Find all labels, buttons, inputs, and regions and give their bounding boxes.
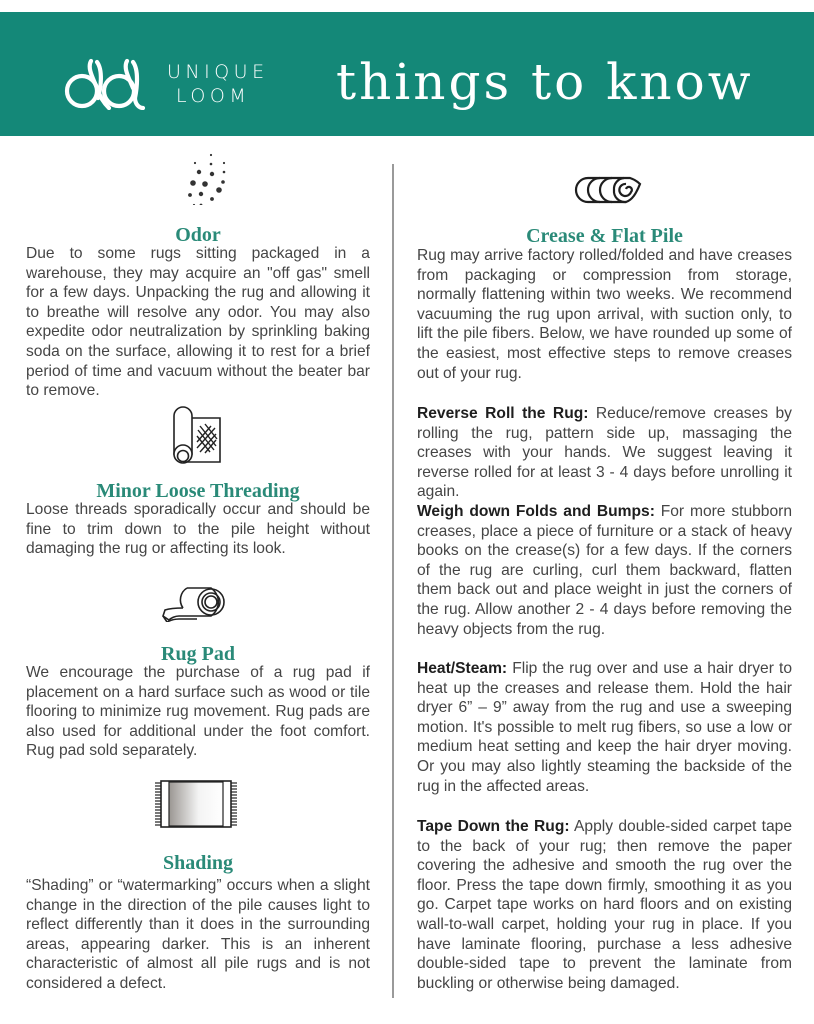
tip-text: For more stubborn creases, place a piece of furniture or a stack of heavy books on the crease(s) for a few days. If the corners of the rug are curling, curl them backward, flatten them back out and place weight in just the corners of the rug. Allow another 2 - 4 days before removing the heavy objects from the rug. bbox=[417, 503, 792, 638]
tip-heat-steam bbox=[417, 659, 792, 796]
tip-lead: Tape Down the Rug: bbox=[417, 818, 570, 835]
section-body: We encourage the purchase of a rug pad if placement on a hard surface such as wood or tile flooring to minimize rug movement. Rug pads are also used for additional under the foot comfort. Rug pad sold separately. bbox=[26, 664, 370, 760]
tip-lead: Weigh down Folds and Bumps: bbox=[417, 503, 655, 520]
rug-pad-roll-icon bbox=[161, 580, 229, 622]
tip-reverse-roll bbox=[417, 404, 792, 502]
section-title: Crease & Flat Pile bbox=[526, 225, 683, 247]
odor-dots-icon bbox=[183, 150, 228, 205]
column-divider bbox=[392, 164, 394, 998]
tip-lead: Reverse Roll the Rug: bbox=[417, 405, 589, 422]
brand-line-2: LOOM bbox=[176, 85, 251, 107]
section-minor-loose-threading bbox=[26, 406, 370, 566]
header-banner bbox=[0, 12, 814, 136]
section-crease-flat-pile bbox=[417, 170, 792, 1000]
brand-line-1: UNIQUE bbox=[167, 61, 269, 83]
section-title: Minor Loose Threading bbox=[96, 480, 300, 502]
brand-logo bbox=[63, 54, 303, 114]
tip-text: Apply double-sided carpet tape to the back of your rug; then remove the paper covering the adhesive and smooth the rug over the floor. Press the tape down firmly, smoothing it as you go. Carpet tape works on hard floors and on existing wall-to-wall carpet, holding your rug in place. If you have laminate flooring, purchase a less adhesive double-sided tape to prevent the laminate from buckling or otherwise being damaged. bbox=[417, 818, 793, 992]
page-title: things to know bbox=[336, 53, 754, 111]
section-shading bbox=[26, 780, 370, 1000]
section-body: Loose threads sporadically occur and should be fine to trim down to the pile height without damaging the rug or affecting its look. bbox=[26, 501, 370, 558]
tip-weigh-down bbox=[417, 502, 792, 639]
shaded-rug-icon bbox=[154, 780, 238, 830]
section-odor bbox=[26, 150, 370, 410]
section-title: Odor bbox=[175, 224, 221, 246]
tip-lead: Heat/Steam: bbox=[417, 660, 508, 677]
tip-tape-down bbox=[417, 817, 792, 993]
tip-text: Flip the rug over and use a hair dryer to heat up the creases and release them. Hold the hair dryer 6” – 9” away from the rug and use a sweeping motion. It's possible to melt rug fibers, so use a low or medium heat setting and keep the hair dryer moving. Or you may also lightly steaming the backside of the rug in the affected areas. bbox=[417, 660, 792, 795]
brand-name bbox=[167, 60, 269, 108]
tip-text: Reduce/remove creases by rolling the rug, pattern side up, massaging the creases with your hands. We suggest leaving it reverse rolled for at least 3 - 4 days before unrolling it again. bbox=[417, 405, 792, 501]
unique-loom-logo-icon bbox=[63, 58, 159, 110]
rolled-rug-crease-icon bbox=[574, 176, 642, 204]
section-title: Rug Pad bbox=[161, 643, 235, 665]
section-title: Shading bbox=[162, 852, 234, 874]
section-intro: Rug may arrive factory rolled/folded and have creases from packaging or compression from storage, normally flattening within two weeks. We recommend vacuuming the rug upon arrival, with suction only, to lift the pile fibers. Below, we have rounded up some of the easiest, most effective steps to remove creases out of your rug. bbox=[417, 247, 792, 382]
rolled-rug-threads-icon bbox=[170, 406, 222, 464]
section-body: Due to some rugs sitting packaged in a warehouse, they may acquire an "off gas" smell for a few days. Unpacking the rug and allowing it to breathe will resolve any odor. You may also expedite odor neutralization by sprinkling baking soda on the surface, allowing it to rest for a brief period of time and vacuum without the beater bar to remove. bbox=[26, 245, 370, 400]
section-body: “Shading” or “watermarking” occurs when a slight change in the direction of the pile causes light to reflect differently than it does in the surrounding areas, appearing darker. This is an inherent characteristic of almost all pile rugs and is not considered a defect. bbox=[26, 877, 370, 992]
section-rug-pad bbox=[26, 580, 370, 770]
